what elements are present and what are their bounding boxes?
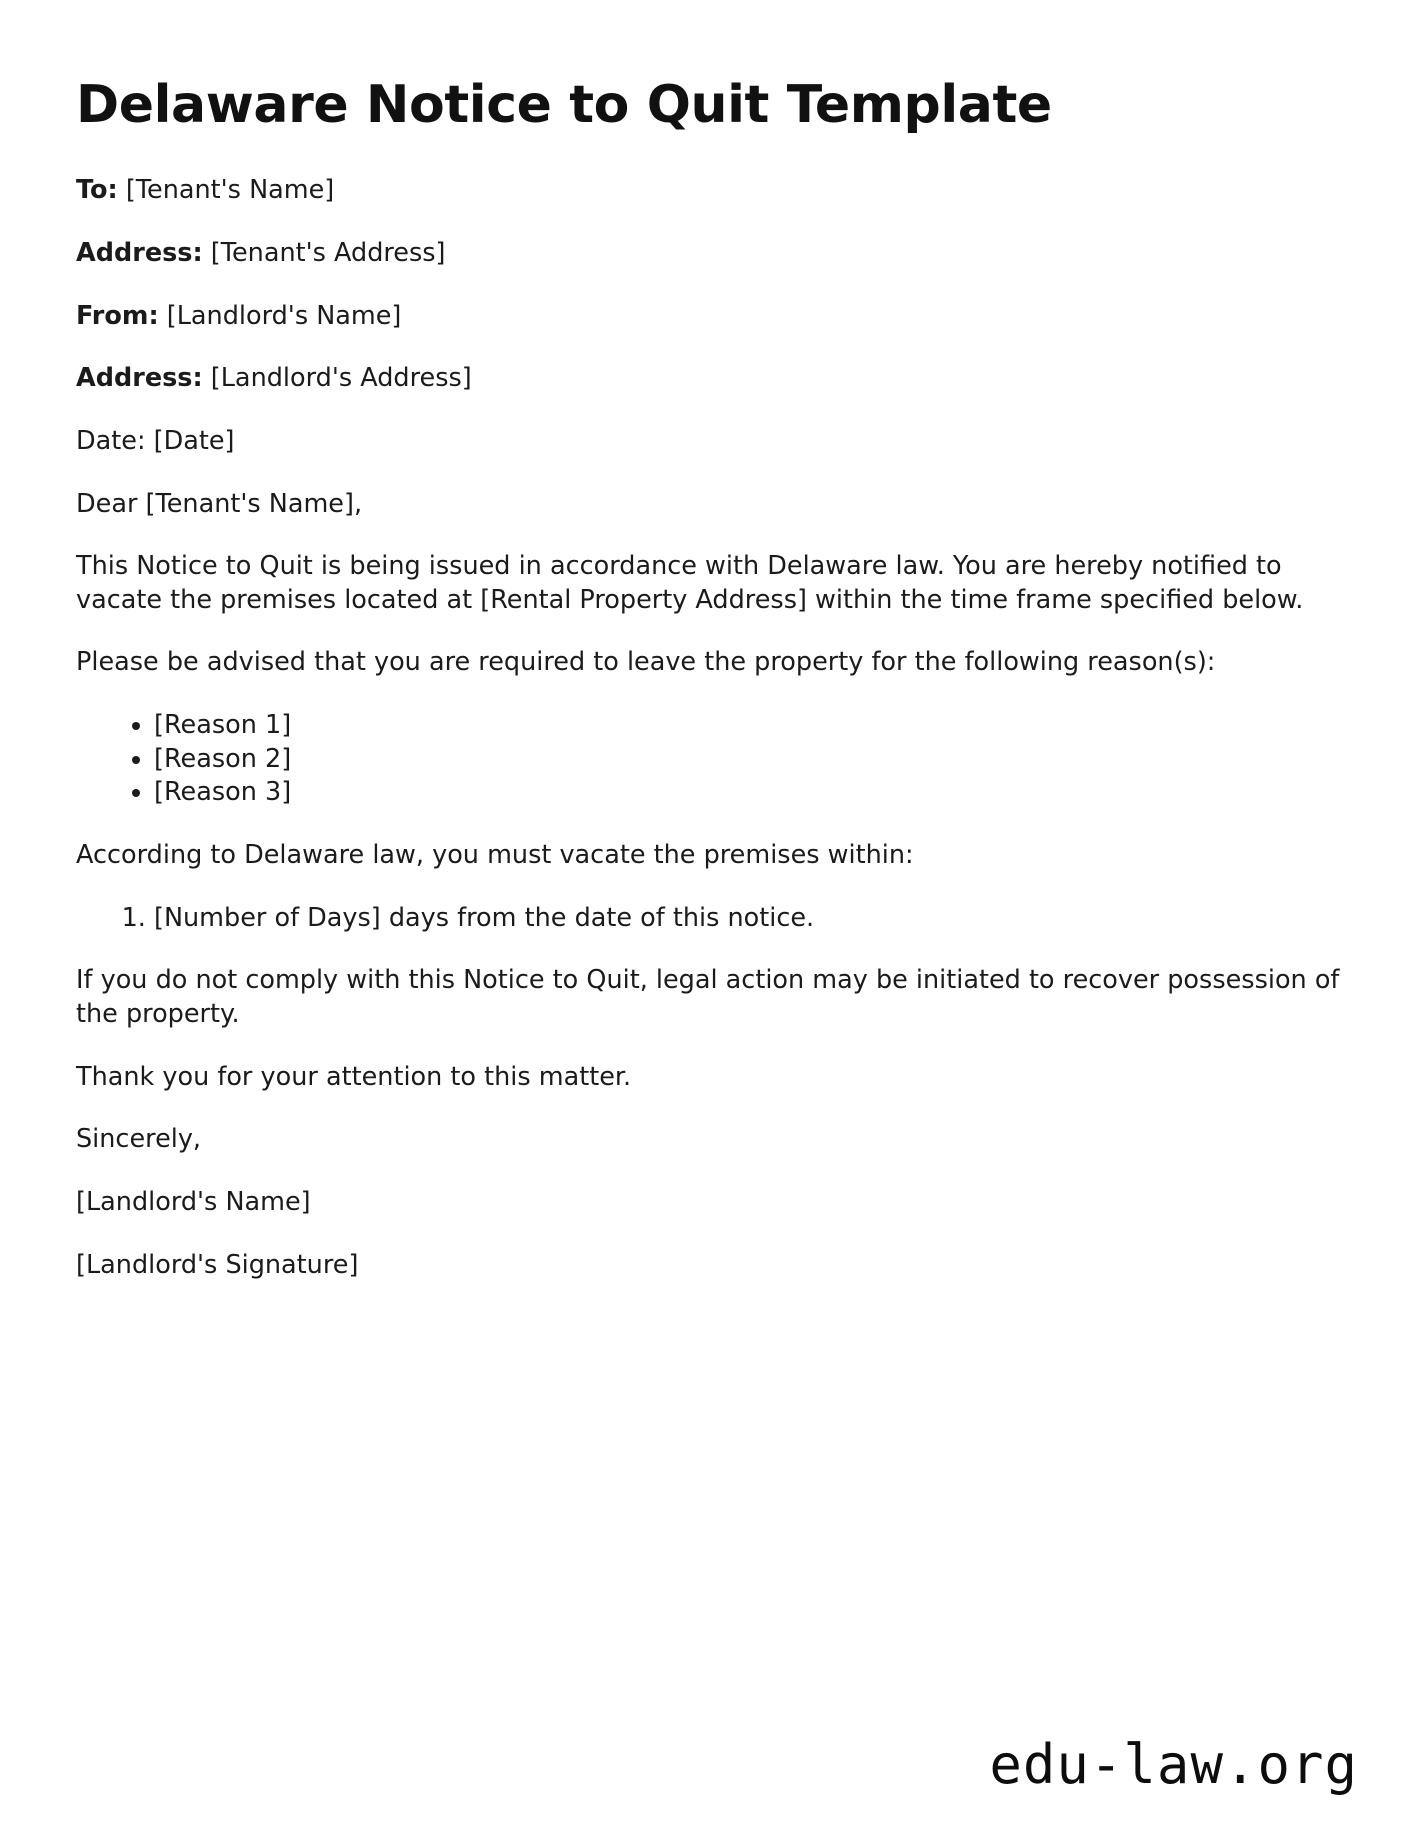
- intro-paragraph: This Notice to Quit is being issued in accordance with Delaware law. You are hereby notified to vacate the premises located at [Rental Property Address] within the time frame specified below.: [76, 551, 1304, 615]
- site-watermark: edu-law.org: [989, 1733, 1358, 1796]
- list-item: • [Reason 3]: [154, 776, 1344, 810]
- thanks-paragraph: Thank you for your attention to this matter.: [76, 1061, 632, 1092]
- signer-name: [Landlord's Name]: [76, 1187, 311, 1218]
- salutation: Dear [Tenant's Name],: [76, 488, 363, 519]
- noncompliance-paragraph: If you do not comply with this Notice to Quit, legal action may be initiated to recover possession of the property.: [76, 965, 1340, 1030]
- field-date: Date: [Date]: [76, 425, 235, 456]
- field-to: [76, 174, 1344, 208]
- field-landlord-address: [76, 362, 1344, 396]
- field-landlord-address-value: [Landlord's Address]: [210, 363, 472, 394]
- field-from-label: From:: [76, 300, 159, 331]
- field-tenant-address: [76, 237, 1344, 271]
- field-from: [76, 300, 1344, 334]
- timeframe-intro: According to Delaware law, you must vacate the premises within:: [76, 840, 914, 871]
- page-title: Delaware Notice to Quit Template: [76, 75, 1052, 135]
- field-to-label: To:: [76, 175, 118, 206]
- reasons-list: [76, 709, 1344, 810]
- field-to-value: [Tenant's Name]: [125, 175, 335, 206]
- list-item: 1. [Number of Days] days from the date of this notice.: [154, 902, 1344, 936]
- list-item: • [Reason 2]: [154, 743, 1344, 777]
- field-tenant-address-label: Address:: [76, 237, 203, 268]
- signature-line: [Landlord's Signature]: [76, 1249, 359, 1280]
- field-landlord-address-label: Address:: [76, 363, 203, 394]
- timeframe-list: [76, 902, 1344, 936]
- list-item: • [Reason 1]: [154, 709, 1344, 743]
- field-from-value: [Landlord's Name]: [166, 300, 402, 331]
- closing: Sincerely,: [76, 1124, 202, 1155]
- reasons-intro: Please be advised that you are required to leave the property for the following reason(s):: [76, 647, 1216, 678]
- document-body: [76, 76, 1344, 1311]
- field-tenant-address-value: [Tenant's Address]: [210, 237, 446, 268]
